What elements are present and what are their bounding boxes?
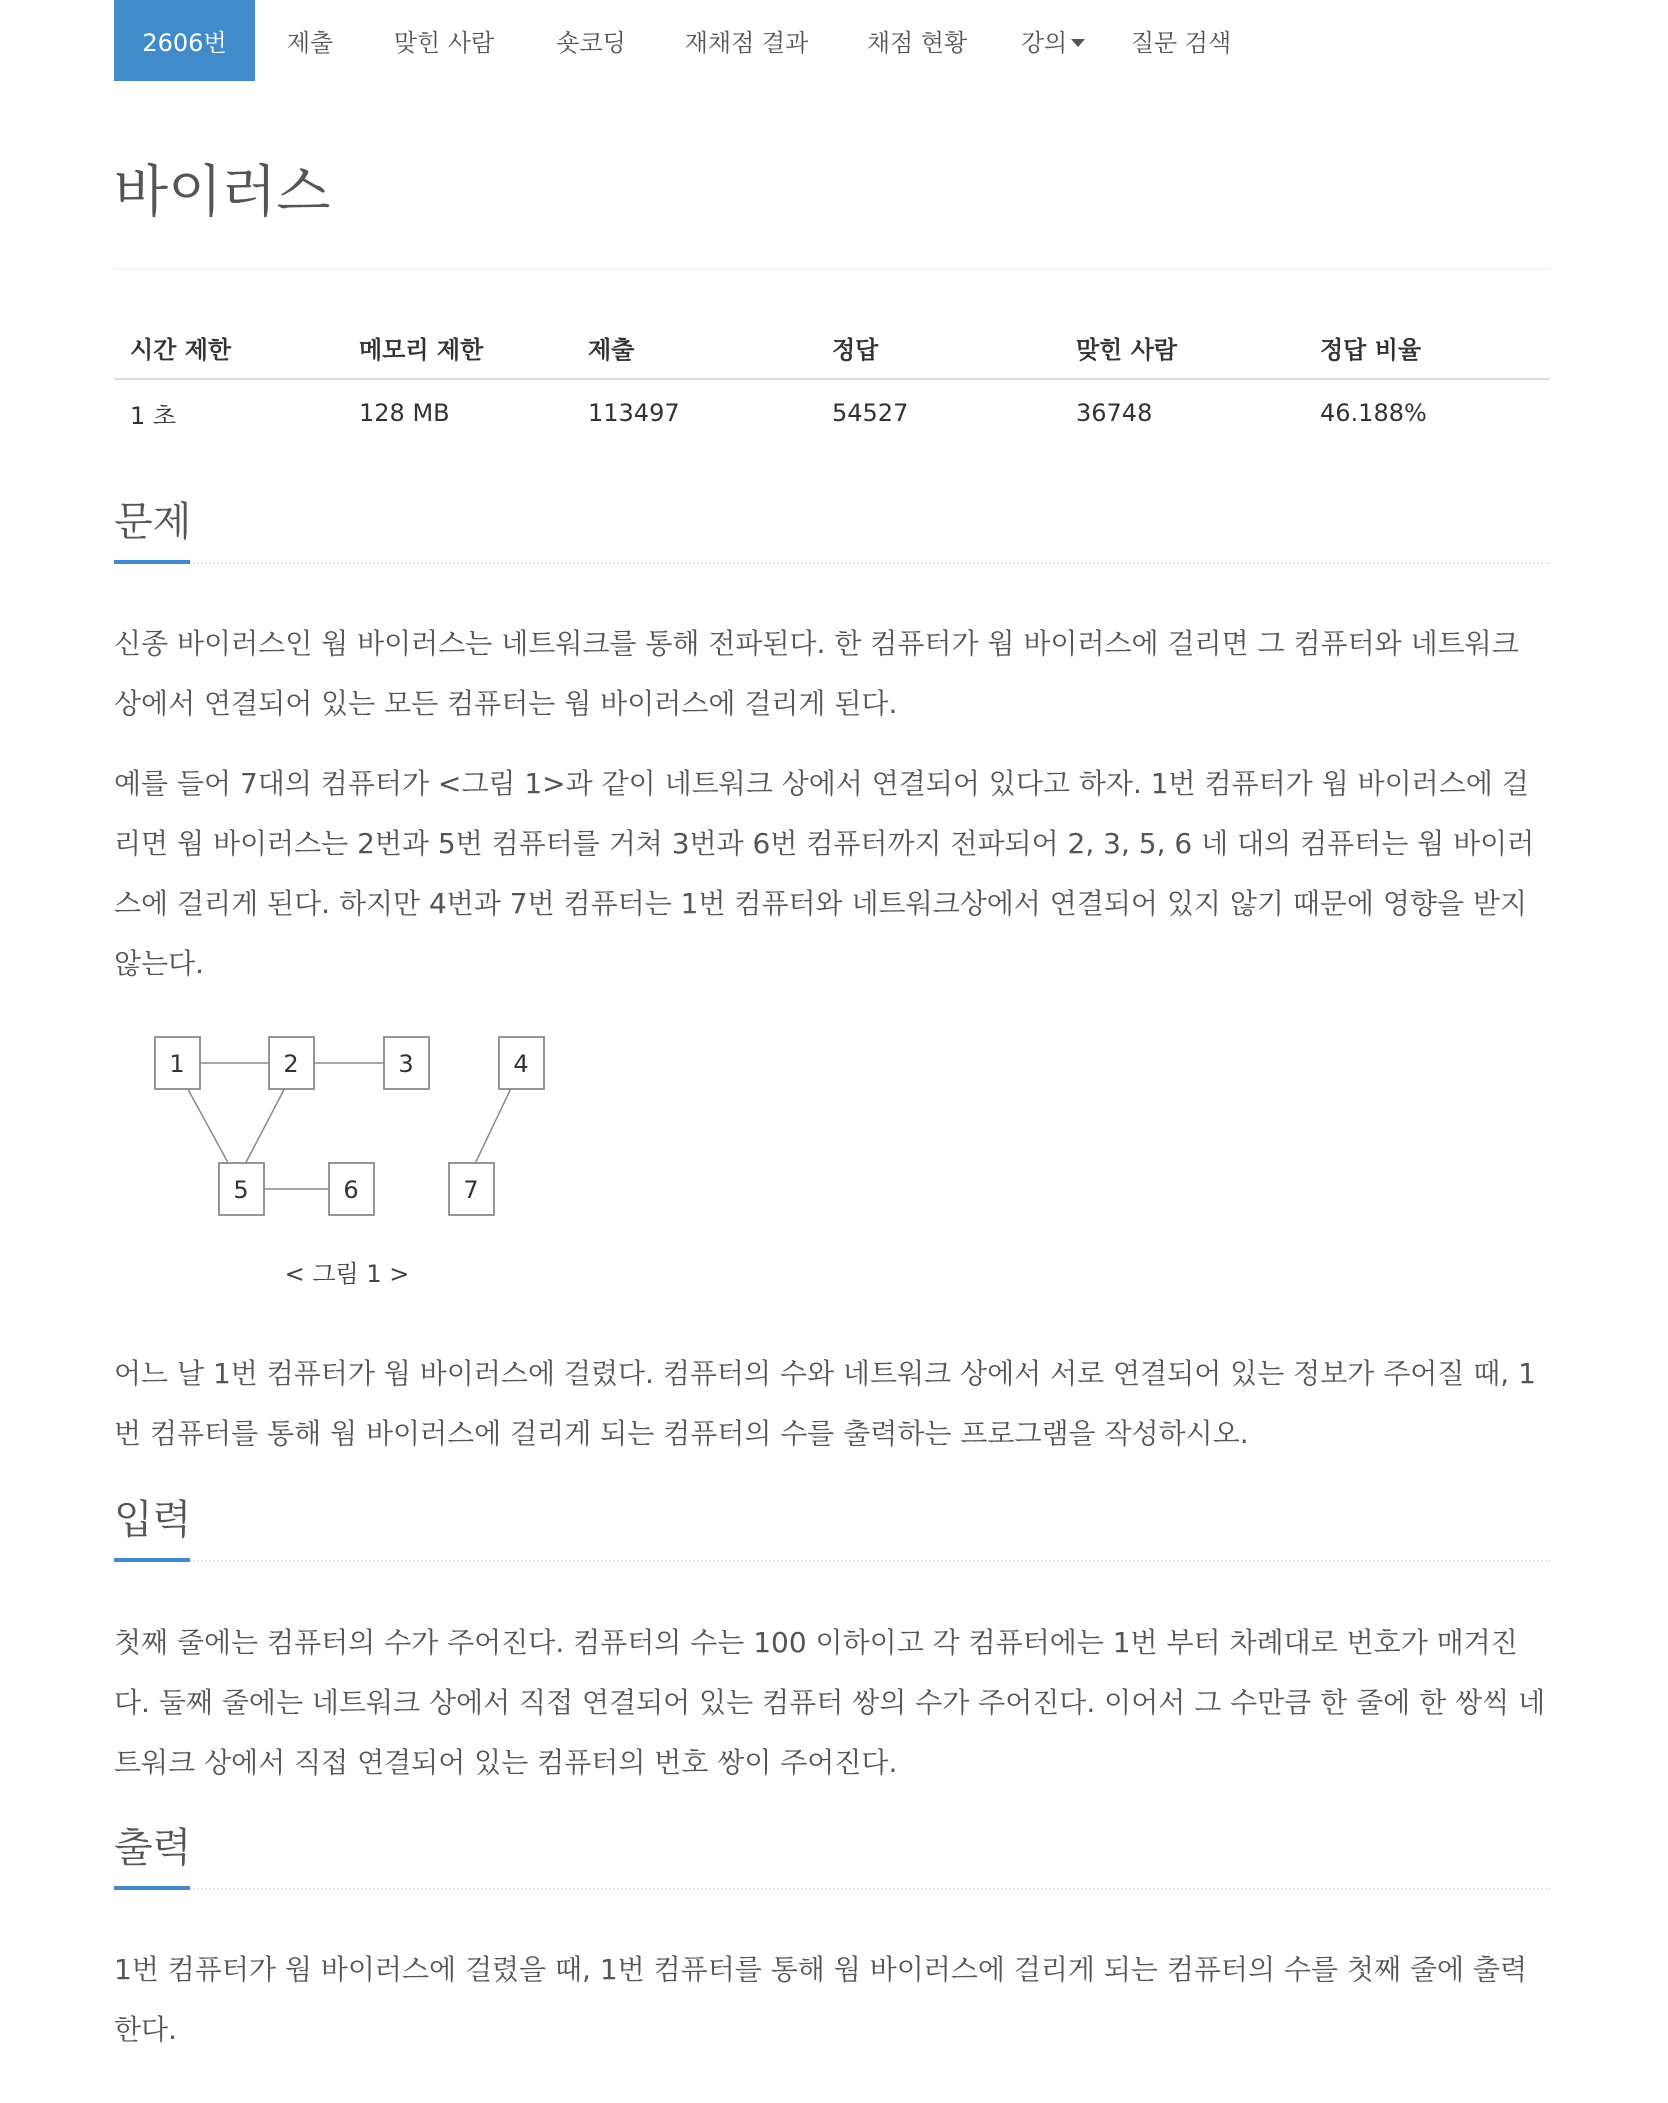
edge-2-5 (242, 1082, 288, 1170)
nav-tab-shortcoding[interactable] (523, 0, 659, 81)
nav-tab-label: 제출 (286, 29, 334, 57)
info-header-accepted: 정답 (832, 335, 879, 364)
caret-down-icon (1071, 39, 1085, 47)
section-input-header (114, 1492, 1550, 1564)
nav-tab-questions[interactable] (1106, 0, 1256, 81)
info-header-submissions: 제출 (588, 335, 635, 364)
info-value-accepted: 54527 (832, 399, 909, 427)
section-divider (114, 1888, 1550, 1890)
info-value-time-limit: 1 초 (130, 401, 177, 430)
section-output-title: 출력 (114, 1825, 192, 1871)
info-value-memory-limit: 128 MB (359, 399, 450, 427)
node-label-6: 6 (343, 1176, 359, 1204)
nav-tab-label: 질문 검색 (1130, 29, 1232, 57)
node-label-3: 3 (398, 1050, 414, 1078)
problem-info-table (114, 316, 1550, 446)
node-label-1: 1 (169, 1050, 185, 1078)
section-divider (114, 1560, 1550, 1562)
info-value-submissions: 113497 (588, 399, 680, 427)
output-paragraph-1: 1번 컴퓨터가 웜 바이러스에 걸렸을 때, 1번 컴퓨터를 통해 웜 바이러스에 걸리게 되는 컴퓨터의 수를 첫째 줄에 출력한다. (114, 1953, 1528, 2046)
section-accent-bar (114, 560, 190, 564)
nav-tab-label: 채점 현황 (866, 29, 968, 57)
section-output-header (114, 1820, 1550, 1892)
nav-tab-label: 강의 (1020, 29, 1068, 57)
nav-tab-label: 숏코딩 (556, 29, 626, 57)
title-divider (114, 268, 1550, 269)
nav-tab-label: 맞힌 사람 (393, 29, 495, 57)
section-divider (114, 562, 1550, 564)
nav-tab-lecture[interactable] (1000, 0, 1106, 81)
nav-tab-submit[interactable] (255, 0, 365, 81)
node-label-7: 7 (463, 1176, 479, 1204)
problem-paragraph-2: 예를 들어 7대의 컴퓨터가 <그림 1>과 같이 네트워크 상에서 연결되어 있다고 하자. 1번 컴퓨터가 웜 바이러스에 걸리면 웜 바이러스는 2번과 5번 컴퓨터를 거쳐 3번과 6번 컴퓨터까지 전파되어 2, 3, 5, 6 네 대의 컴퓨터는 웜 바이러스에 걸리게 된다. 하지만 4번과 7번 컴퓨터는 1번 컴퓨터와 네트워크상에서 연결되어 있지 않기 때문에 영향을 받지 않는다. (114, 767, 1535, 980)
nav-tab-label: 2606번 (142, 29, 227, 57)
info-value-solvers: 36748 (1076, 399, 1153, 427)
figure-caption: < 그림 1 > (284, 1260, 410, 1288)
section-accent-bar (114, 1886, 190, 1890)
input-paragraph-1: 첫째 줄에는 컴퓨터의 수가 주어진다. 컴퓨터의 수는 100 이하이고 각 컴퓨터에는 1번 부터 차례대로 번호가 매겨진다. 둘째 줄에는 네트워크 상에서 직접 연결되어 있는 컴퓨터 쌍의 수가 주어진다. 이어서 그 수만큼 한 줄에 한 쌍씩 네트워크 상에서 직접 연결되어 있는 컴퓨터의 번호 쌍이 주어진다. (114, 1626, 1546, 1779)
section-input-title: 입력 (114, 1497, 192, 1543)
section-problem-header (114, 494, 1550, 566)
info-value-row (114, 380, 1550, 446)
problem-page (114, 0, 1550, 2046)
nav-tab-rejudge[interactable] (659, 0, 834, 81)
info-header-memory-limit: 메모리 제한 (359, 335, 484, 364)
problem-nav (114, 0, 1550, 81)
node-label-4: 4 (513, 1050, 529, 1078)
problem-paragraph-1: 신종 바이러스인 웜 바이러스는 네트워크를 통해 전파된다. 한 컴퓨터가 웜 바이러스에 걸리면 그 컴퓨터와 네트워크 상에서 연결되어 있는 모든 컴퓨터는 웜 바이러스에 걸리게 된다. (114, 627, 1519, 720)
edge-4-7 (472, 1082, 514, 1170)
info-value-ratio: 46.188% (1320, 399, 1427, 427)
edge-1-5 (184, 1082, 232, 1170)
problem-paragraph-3: 어느 날 1번 컴퓨터가 웜 바이러스에 걸렸다. 컴퓨터의 수와 네트워크 상에서 서로 연결되어 있는 정보가 주어질 때, 1번 컴퓨터를 통해 웜 바이러스에 걸리게 되는 컴퓨터의 수를 출력하는 프로그램을 작성하시오. (114, 1357, 1536, 1450)
node-label-5: 5 (233, 1176, 249, 1204)
node-label-2: 2 (283, 1050, 299, 1078)
network-diagram (154, 1020, 574, 1295)
network-figure (154, 1020, 574, 1295)
info-header-ratio: 정답 비율 (1320, 335, 1422, 364)
section-problem-title: 문제 (114, 499, 192, 545)
info-header-solvers: 맞힌 사람 (1076, 335, 1178, 364)
nav-tab-label: 재채점 결과 (684, 29, 809, 57)
nav-tab-problem[interactable] (114, 0, 255, 81)
nav-tab-status[interactable] (834, 0, 1000, 81)
info-header-time-limit: 시간 제한 (130, 335, 232, 364)
info-header-row (114, 316, 1550, 380)
section-accent-bar (114, 1558, 190, 1562)
page-title: 바이러스 (114, 160, 331, 225)
nav-tab-solvers[interactable] (365, 0, 523, 81)
